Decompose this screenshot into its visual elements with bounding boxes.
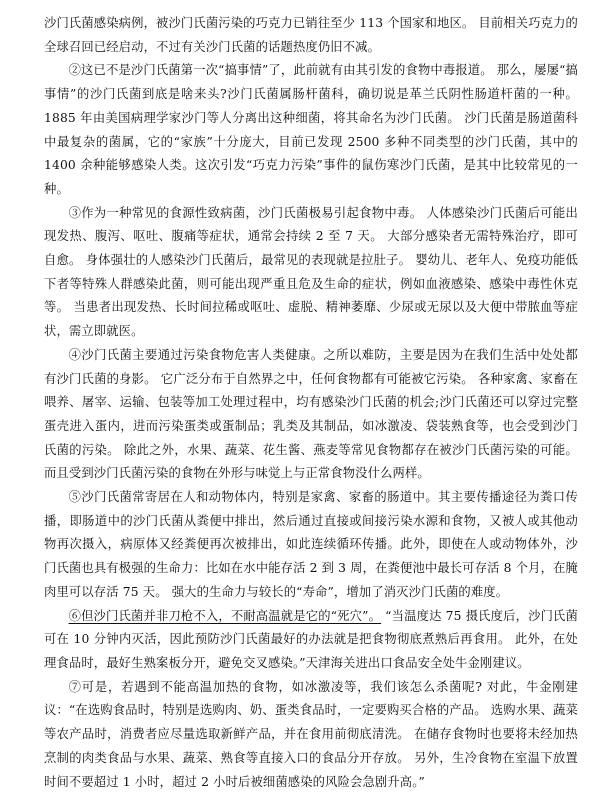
- paragraph-6: [44, 605, 578, 676]
- paragraph-7: [44, 676, 578, 794]
- paragraph-7-text: ⑦可是，若遇到不能高温加热的食物，如冰激凌等，我们该怎么杀菌呢? 对此，牛金刚建议：“在选购食品时，特别是选购肉、奶、蛋类食品时，一定要购买合格的产品。 选购水果、蔬菜等农产品时，消费者应尽量选取新鲜产品，并在食用前彻底清洗。 在储存食物时也要将未经加热烹制的肉类食品与水果、蔬菜、熟食等直接入口的食品分开存放。 另外，生冷食物在室温下放置时间不要超过 1 小时，超过 2 小时后被细菌感染的风险会急剧升高。”: [44, 679, 578, 789]
- paragraph-6-text: “当温度达 75 摄氏度后，沙门氏菌可在 10 分钟内灭活，因此预防沙门氏菌最好的办法就是把食物彻底煮熟后再食用。 此外，在处理食品时，最好生熟案板分开，避免交叉感染。”天津海关进出口食品安全处牛金刚建议。: [44, 608, 578, 670]
- paragraph-4: [44, 344, 578, 486]
- paragraph-5: [44, 486, 578, 605]
- paragraph-3: [44, 202, 578, 344]
- article-body: [44, 12, 578, 794]
- paragraph-2-text: ②这已不是沙门氏菌第一次“搞事情”了，此前就有由其引发的食物中毒报道。 那么，屡屡“搞事情”的沙门氏菌到底是啥来头?沙门氏菌属肠杆菌科，确切说是革兰氏阴性肠道杆菌的一种。1885 年由美国病理学家沙门等人分离出这种细菌，将其命名为沙门氏菌。 沙门氏菌是肠道菌科中最复杂的菌属，它的“家族”十分庞大，目前已发现 2500 多种不同类型的沙门氏菌，其中的 1400 余种能够感染人类。这次引发“巧克力污染”事件的鼠伤寒沙门氏菌，是其中比较常见的一种。: [44, 63, 578, 196]
- paragraph-1-text: 沙门氏菌感染病例，被沙门氏菌污染的巧克力已销往至少 113 个国家和地区。 目前相关巧克力的全球召回已经启动，不过有关沙门氏菌的话题热度仍旧不减。: [44, 16, 578, 54]
- paragraph-5-text: ⑤沙门氏菌常寄居在人和动物体内，特别是家禽、家畜的肠道中。其主要传播途径为粪口传播，即肠道中的沙门氏菌从粪便中排出，然后通过直接或间接污染水源和食物，又被人或其他动物再次摄入，病原体又经粪便再次被排出，如此连续循环传播。此外，即使在人或动物体外，沙门氏菌也具有极强的生命力：比如在水中能存活 2 到 3 周，在粪便池中最长可存活 8 个月，在腌肉里可以存活 75 天。 强大的生命力与较长的“寿命”，增加了消灭沙门氏菌的难度。: [44, 490, 578, 599]
- paragraph-3-text: ③作为一种常见的食源性致病菌，沙门氏菌极易引起食物中毒。 人体感染沙门氏菌后可能出现发热、腹泻、呕吐、腹痛等症状，通常会持续 2 至 7 天。 大部分感染者无需特殊治疗，即可自愈。 身体强壮的人感染沙门氏菌后，最常见的表现就是拉肚子。 婴幼儿、老年人、免疫功能低下者等特殊人群感染此菌，则可能出现严重且危及生命的症状，例如血液感染、感染中毒性休克等。 当患者出现发热、长时间拉稀或呕吐、虚脱、精神萎靡、少尿或无尿以及大便中带脓血等症状，需立即就医。: [44, 205, 578, 339]
- paragraph-2: [44, 59, 578, 201]
- paragraph-4-text: ④沙门氏菌主要通过污染食物危害人类健康。之所以难防，主要是因为在我们生活中处处都有沙门氏菌的身影。 它广泛分布于自然界之中，任何食物都有可能被它污染。 各种家禽、家畜在喂养、屠宰、运输、包装等加工处理过程中，均有感染沙门氏菌的机会;沙门氏菌还可以穿过完整蛋壳进入蛋内，进而污染蛋类或蛋制品；乳类及其制品，如冰激凌、袋装熟食等，也会受到沙门氏菌的污染。 除此之外，水果、蔬菜、花生酱、燕麦等常见食物都存在被沙门氏菌污染的可能。 而且受到沙门氏菌污染的食物在外形与味觉上与正常食物没什么两样。: [44, 347, 578, 481]
- paragraph-6-underlined-sentence: ⑥但沙门氏菌并非刀枪不入，不耐高温就是它的“死穴”。: [68, 608, 382, 623]
- paragraph-1: [44, 12, 578, 59]
